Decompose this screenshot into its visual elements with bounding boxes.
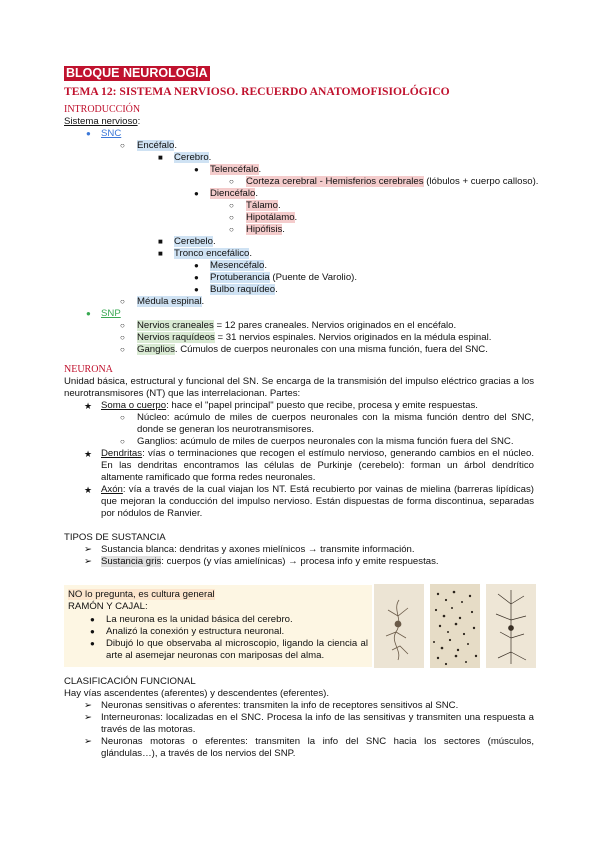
tree-talamo: ○ Tálamo. xyxy=(229,200,281,211)
tree-corteza: ○ Corteza cerebral - Hemisferios cerebrales (lóbulos + cuerpo calloso). xyxy=(229,176,539,187)
cajal-neuron-drawings xyxy=(374,580,536,672)
tree-medula: ○ Médula espinal. xyxy=(120,296,205,307)
cultura-name: RAMÓN Y CAJAL: xyxy=(68,601,148,612)
tree-tronco: ■ Tronco encefálico. xyxy=(158,248,253,259)
bullet-square-icon: ■ xyxy=(158,249,163,258)
bullet-square-icon: ■ xyxy=(158,237,163,246)
star-icon: ★ xyxy=(84,485,93,495)
bullet-square-icon: ■ xyxy=(158,153,163,162)
bullet-dot-icon: ● xyxy=(194,165,199,174)
bullet-circle-icon: ○ xyxy=(120,437,125,446)
bullet-circle-icon: ○ xyxy=(120,321,125,330)
arrow-icon: ➢ xyxy=(84,544,93,555)
bullet-circle-icon: ○ xyxy=(120,345,125,354)
star-icon: ★ xyxy=(84,401,93,411)
tree-cerebelo: ■ Cerebelo. xyxy=(158,236,216,247)
bullet-dot-icon: ● xyxy=(86,309,91,318)
bullet-circle-icon: ○ xyxy=(120,413,125,422)
star-icon: ★ xyxy=(84,449,93,459)
arrow-icon: ➢ xyxy=(84,736,93,747)
tree-ganglios: ○ Ganglios. Cúmulos de cuerpos neuronales con una misma función, fuera del SNC. xyxy=(120,344,488,355)
bullet-circle-icon: ○ xyxy=(120,297,125,306)
topic-title: TEMA 12: SISTEMA NERVIOSO. RECUERDO ANATOMOFISIOLÓGICO xyxy=(64,85,450,98)
snc-link[interactable]: SNC xyxy=(101,128,122,139)
bullet-dot-icon: ● xyxy=(194,189,199,198)
tree-snc xyxy=(64,128,534,140)
bullet-dot-icon: ● xyxy=(86,129,91,138)
tree-protuberancia: ● Protuberancia (Puente de Varolio). xyxy=(194,272,358,283)
tree-telencefalo: ● Telencéfalo. xyxy=(194,164,262,175)
bullet-dot-icon: ● xyxy=(90,639,95,648)
tree-mesencefalo: ● Mesencéfalo. xyxy=(194,260,268,271)
tree-bulbo: ● Bulbo raquídeo. xyxy=(194,284,278,295)
tree-diencefalo: ● Diencéfalo. xyxy=(194,188,259,199)
tree-cerebro: ■ Cerebro. xyxy=(158,152,212,163)
tree-craneales: ○ Nervios craneales = 12 pares craneales. Nervios originados en el encéfalo. xyxy=(120,320,457,331)
bullet-circle-icon: ○ xyxy=(120,333,125,342)
tree-hipotalamo: ○ Hipotálamo. xyxy=(229,212,298,223)
neurona-nucleo: ○ Núcleo: acúmulo de miles de cuerpos neuronales con la misma función dentro del SNC, donde se generan los neurotransmisores. xyxy=(120,412,534,435)
arrow-icon: ➢ xyxy=(84,712,93,723)
bullet-dot-icon: ● xyxy=(194,285,199,294)
bullet-circle-icon: ○ xyxy=(229,201,234,210)
neurona-dendritas: ★ Dendritas: vías o terminaciones que recogen el estímulo nervioso, generando cambios en el núcleo. En las dendritas encontramos las células de Purkinje (cerebelo): forman un árbol dendrítico altamente ramificado que forma redes neuronales. xyxy=(84,448,534,483)
bullet-circle-icon: ○ xyxy=(229,177,234,186)
tipos-heading: TIPOS DE SUSTANCIA xyxy=(64,532,166,543)
bullet-circle-icon: ○ xyxy=(229,225,234,234)
bullet-dot-icon: ● xyxy=(90,627,95,636)
clasificacion-item: ➢ Interneuronas: localizadas en el SNC. Procesa la info de las sensitivas y transmiten una respuesta a través de las motoras. xyxy=(84,712,534,735)
intro-heading: INTRODUCCIÓN xyxy=(64,104,141,115)
cultura-box xyxy=(64,585,372,667)
tree-hipofisis: ○ Hipófisis. xyxy=(229,224,285,235)
bullet-dot-icon: ● xyxy=(194,273,199,282)
block-title: BLOQUE NEUROLOGÍA xyxy=(66,66,208,80)
neurona-intro: Unidad básica, estructural y funcional del SN. Se encarga de la transmisión del impulso eléctrico gracias a los neurotransmisores (NT) que las interrelacionan. Partes: xyxy=(64,376,534,399)
cultura-item: ● Dibujó lo que observaba al microscopio, ligando la ciencia al arte al asemejar neuronas con mariposas del alma. xyxy=(90,638,368,661)
clasificacion-section xyxy=(64,676,534,760)
document-page xyxy=(64,66,539,568)
intro-subheading-row: Sistema nervioso: xyxy=(64,116,141,127)
neurona-axon: ★ Axón: vía a través de la cual viajan los NT. Está recubierto por vainas de mielina (barreras lipídicas) que mejoran la conducción del impulso nervioso. Están dispuestas de forma discontinua, separadas por nódulos de Ranvier. xyxy=(84,484,534,519)
bullet-dot-icon: ● xyxy=(90,615,95,624)
tree-raquideos: ○ Nervios raquídeos = 31 nervios espinales. Nervios originados en la médula espinal. xyxy=(120,332,492,343)
clasificacion-intro: Hay vías ascendentes (aferentes) y descendentes (eferentes). xyxy=(64,688,330,699)
neurona-soma: ★ Soma o cuerpo: hace el "papel principal" puesto que recibe, procesa y emite respuestas. xyxy=(84,400,478,411)
clasificacion-heading: CLASIFICACIÓN FUNCIONAL xyxy=(64,676,196,687)
cultura-item: ● Analizó la conexión y estructura neuronal. xyxy=(90,626,285,637)
cultura-item: ● La neurona es la unidad básica del cerebro. xyxy=(90,614,293,625)
bullet-dot-icon: ● xyxy=(194,261,199,270)
tipos-blanca: ➢ Sustancia blanca: dendritas y axones mielínicos → transmite información. xyxy=(84,544,415,555)
tipos-gris: ➢ Sustancia gris: cuerpos (y vías amielínicas) → procesa info y emite respuestas. xyxy=(84,556,439,567)
arrow-icon: ➢ xyxy=(84,700,93,711)
tree-snp xyxy=(64,308,534,320)
arrow-icon: ➢ xyxy=(84,556,93,567)
tree-encefalo: ○ Encéfalo. xyxy=(120,140,178,151)
intro-subheading: Sistema nervioso xyxy=(64,116,138,127)
clasificacion-item: ➢ Neuronas motoras o eferentes: transmiten la info del SNC hacia los sectores (músculos, glándulas…), a través de los nervios del SNP. xyxy=(84,736,534,759)
cultura-note: NO lo pregunta, es cultura general xyxy=(68,589,215,600)
bullet-circle-icon: ○ xyxy=(229,213,234,222)
clasificacion-item: ➢ Neuronas sensitivas o aferentes: transmiten la info de receptores sensitivos al SNC. xyxy=(84,700,459,711)
snp-link[interactable]: SNP xyxy=(101,308,121,319)
neurona-ganglios: ○ Ganglios: acúmulo de miles de cuerpos neuronales con la misma función fuera del SNC. xyxy=(120,436,514,447)
bullet-circle-icon: ○ xyxy=(120,141,125,150)
neurona-heading: NEURONA xyxy=(64,364,113,375)
